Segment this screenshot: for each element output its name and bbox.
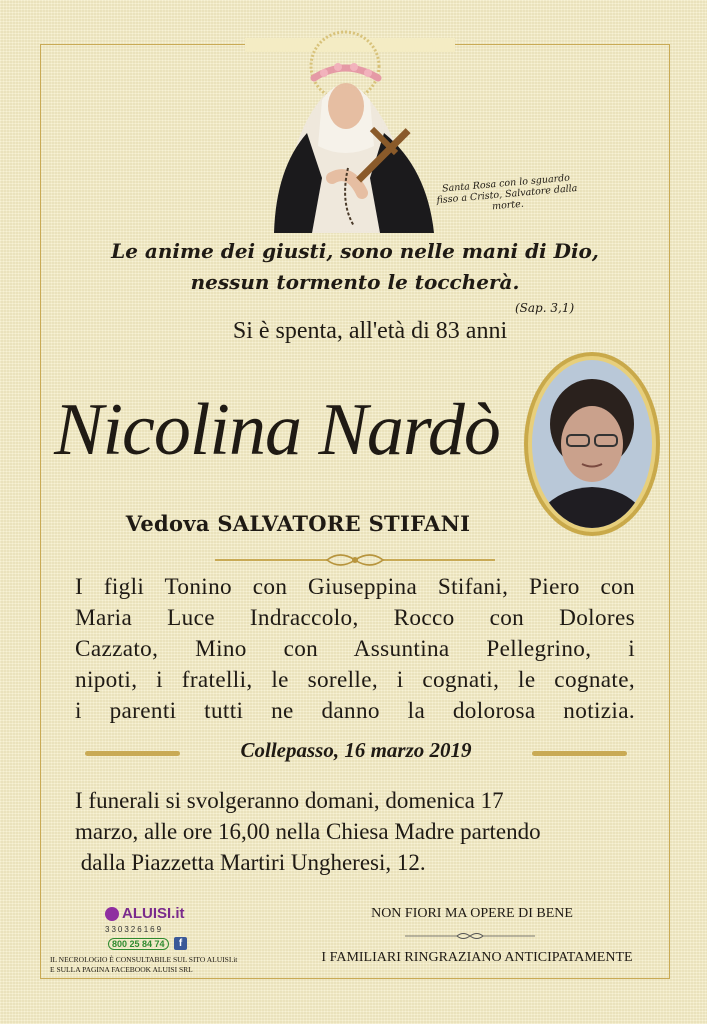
family-thanks: I FAMILIARI RINGRAZIANO ANTICIPATAMENTE [321,950,633,965]
funeral-line: marzo, alle ore 16,00 nella Chiesa Madre partendo [75,819,541,844]
verse-line-2: nessun tormento le toccherà. [190,270,520,294]
logo-note-line-1: IL NECROLOGIO È CONSULTABILE SUL SITO ALUISI.it [50,955,238,964]
no-flowers-note: NON FIORI MA OPERE DI BENE [371,906,573,921]
verse-reference: (Sap. 3,1) [515,301,575,315]
logo-toll-free: 800 25 84 74 [108,938,169,950]
funeral-line: I funerali si svolgeranno domani, domenica 17 [75,788,504,813]
bible-verse [90,236,620,298]
widow-line: Vedova SALVATORE STIFANI [125,511,471,536]
funeral-details [75,785,635,878]
portrait-photo [522,349,662,539]
announcement-line: nipoti, i fratelli, le sorelle, i cognati, le cognate, [75,667,635,693]
facebook-icon: f [174,937,187,950]
gold-ornament-divider [215,549,495,571]
funeral-line: dalla Piazzetta Martiri Ungheresi, 12. [75,850,426,875]
logo-mark-icon [105,907,119,921]
saint-caption: Santa Rosa con lo sguardo fisso a Cristo, Salvatore dalla morte. [436,172,578,213]
logo-note [50,955,255,975]
announcement-line: Maria Luce Indraccolo, Rocco con Dolores [75,605,635,631]
aluisi-logo [50,905,250,985]
place-date: Collepasso, 16 marzo 2019 [240,738,472,762]
announcement-line: I figli Tonino con Giuseppina Stifani, Piero con [75,574,635,600]
announcement-line: i parenti tutti ne danno la dolorosa notizia. [75,698,635,724]
deceased-name: Nicolina Nardò [54,389,500,471]
announcement-text [75,572,635,727]
gold-rule-right [532,751,627,756]
logo-note-line-2: E SULLA PAGINA FACEBOOK ALUISI SRL [50,965,193,974]
gold-rule-left [85,751,180,756]
announcement-line: Cazzato, Mino con Assuntina Pellegrino, i [75,636,635,662]
logo-phone: 330326169 [105,925,164,934]
verse-line-1: Le anime dei giusti, sono nelle mani di Dio, [111,239,599,263]
saint-rose-image [262,28,447,233]
age-line: Si è spenta, all'età di 83 anni [232,318,508,344]
logo-brand: ALUISI.it [122,905,185,922]
small-ornament-divider [405,930,535,942]
